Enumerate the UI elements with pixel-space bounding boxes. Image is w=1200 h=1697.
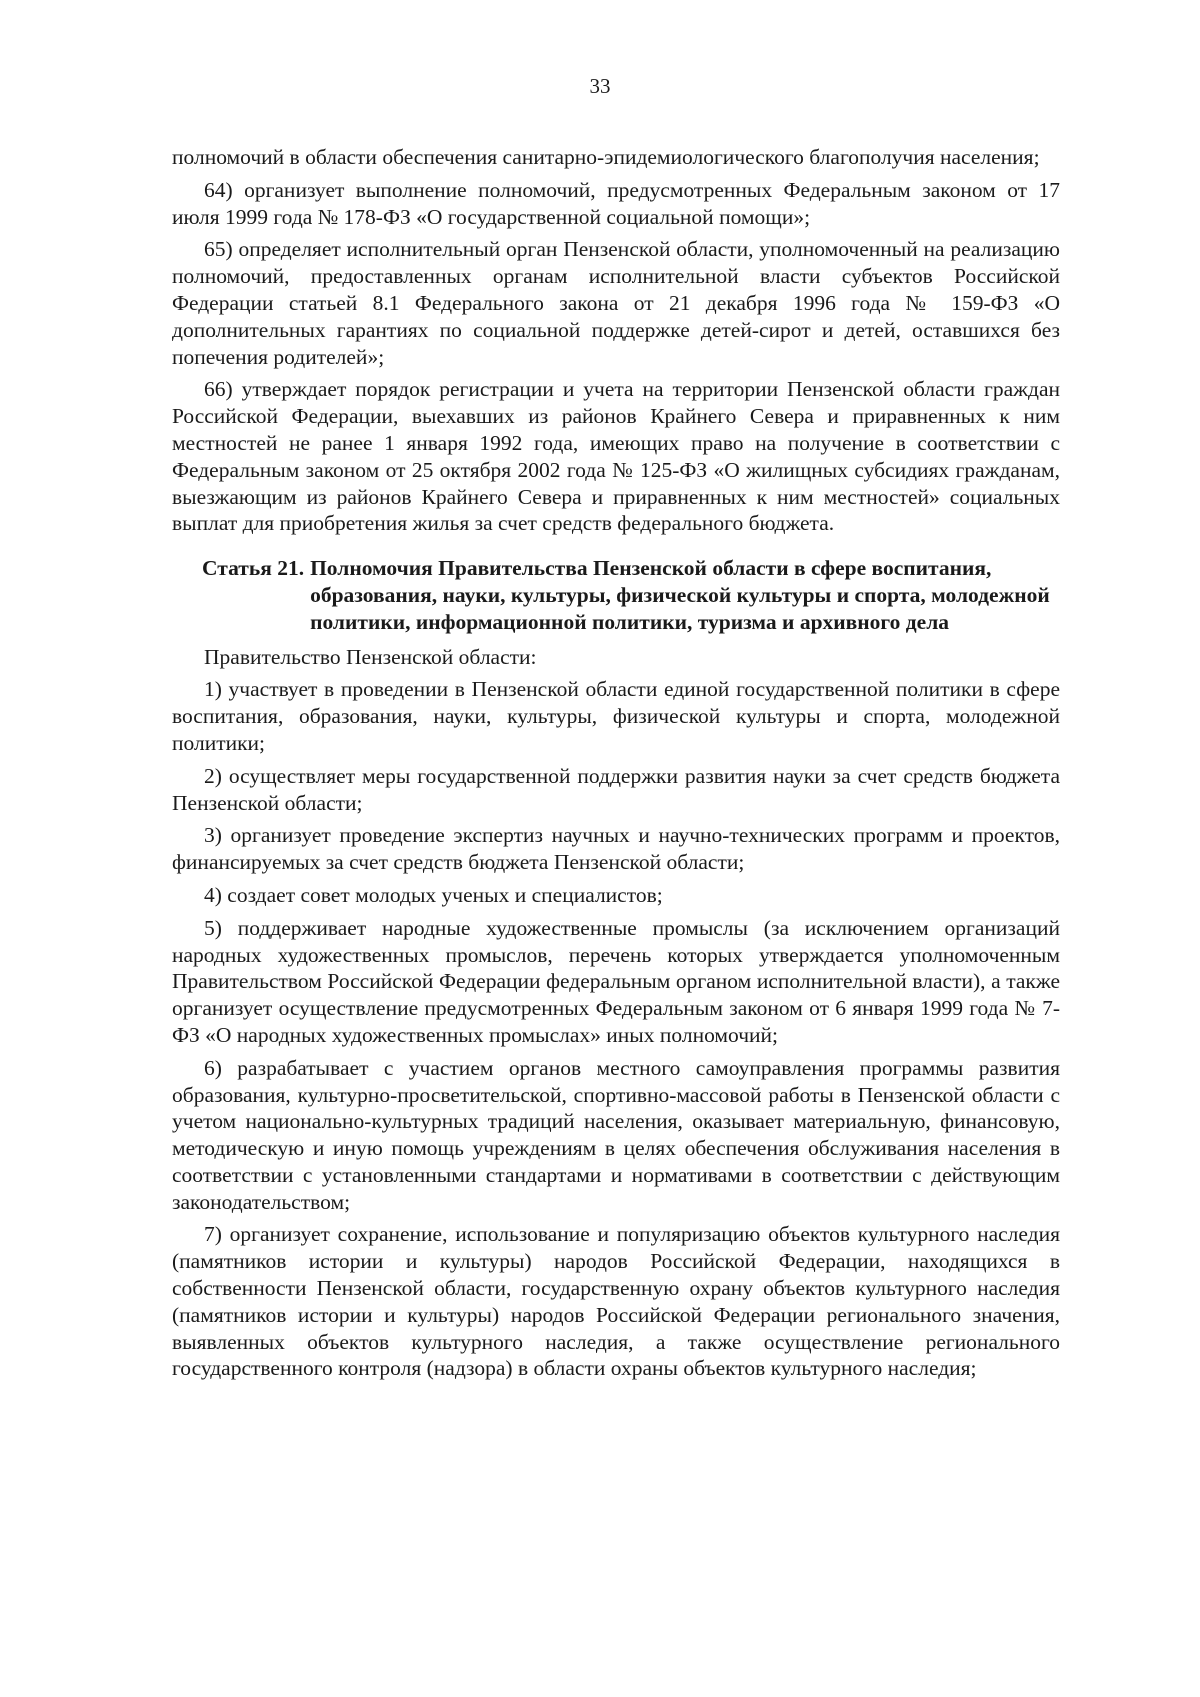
paragraph-item-3: 3) организует проведение экспертиз научных и научно-технических программ и проектов, финансируемых за счет средств бюджета Пензенской области;	[172, 823, 1060, 875]
article-heading	[172, 555, 1060, 635]
article-number: Статья 21.	[202, 556, 305, 581]
paragraph-item-65: 65) определяет исполнительный орган Пензенской области, уполномоченный на реализацию полномочий, предоставленных органам исполнительной власти субъектов Российской Федерации статьей 8.1 Федерального закона от 21 декабря 1996 года № 159-ФЗ «О дополнительных гарантиях по социальной поддержке детей-сирот и детей, оставшихся без попечения родителей»;	[172, 237, 1060, 369]
document-body	[172, 144, 1060, 1388]
paragraph-continuation: полномочий в области обеспечения санитарно-эпидемиологического благополучия населения;	[172, 145, 1040, 169]
paragraph-item-5: 5) поддерживает народные художественные промыслы (за исключением организаций народных художественных промыслов, перечень которых утверждается уполномоченным Правительством Российской Федерации федеральным органом исполнительной власти), а также организует осуществление предусмотренных Федеральным законом от 6 января 1999 года № 7-ФЗ «О народных художественных промыслах» иных полномочий;	[172, 915, 1060, 1047]
paragraph-item-6: 6) разрабатывает с участием органов местного самоуправления программы развития образования, культурно-просветительской, спортивно-массовой работы в Пензенской области с учетом национально-культурных традиций населения, оказывает материальную, финансовую, методическую и иную помощь учреждениям в целях обеспечения обслуживания населения в соответствии с установленными стандартами и нормативами в соответствии с действующим законодательством;	[172, 1055, 1060, 1214]
paragraph-item-64: 64) организует выполнение полномочий, предусмотренных Федеральным законом от 17 июля 1999 года № 178-ФЗ «О государственной социальной помощи»;	[172, 177, 1060, 229]
paragraph-item-4: 4) создает совет молодых ученых и специалистов;	[204, 882, 663, 907]
paragraph-item-1: 1) участвует в проведении в Пензенской области единой государственной политики в сфере воспитания, образования, науки, культуры, физической культуры и спорта, молодежной политики;	[172, 677, 1060, 755]
paragraph-item-2: 2) осуществляет меры государственной поддержки развития науки за счет средств бюджета Пензенской области;	[172, 763, 1060, 815]
page-number: 33	[589, 74, 611, 98]
article-title: Полномочия Правительства Пензенской области в сфере воспитания, образования, науки, культуры, физической культуры и спорта, молодежной политики, информационной политики, туризма и архивного дела	[310, 556, 1050, 634]
paragraph-intro: Правительство Пензенской области:	[204, 644, 537, 669]
paragraph-item-7: 7) организует сохранение, использование и популяризацию объектов культурного наследия (памятников истории и культуры) народов Российской Федерации, находящихся в собственности Пензенской области, государственную охрану объектов культурного наследия (памятников истории и культуры) народов Российской Федерации регионального значения, выявленных объектов культурного наследия, а также осуществление регионального государственного контроля (надзора) в области охраны объектов культурного наследия;	[172, 1222, 1060, 1381]
paragraph-item-66: 66) утверждает порядок регистрации и учета на территории Пензенской области граждан Российской Федерации, выехавших из районов Крайнего Севера и приравненных к ним местностей не ранее 1 января 1992 года, имеющих право на получение в соответствии с Федеральным законом от 25 октября 2002 года № 125-ФЗ «О жилищных субсидиях гражданам, выезжающим из районов Крайнего Севера и приравненных к ним местностей» социальных выплат для приобретения жилья за счет средств федерального бюджета.	[172, 377, 1060, 536]
